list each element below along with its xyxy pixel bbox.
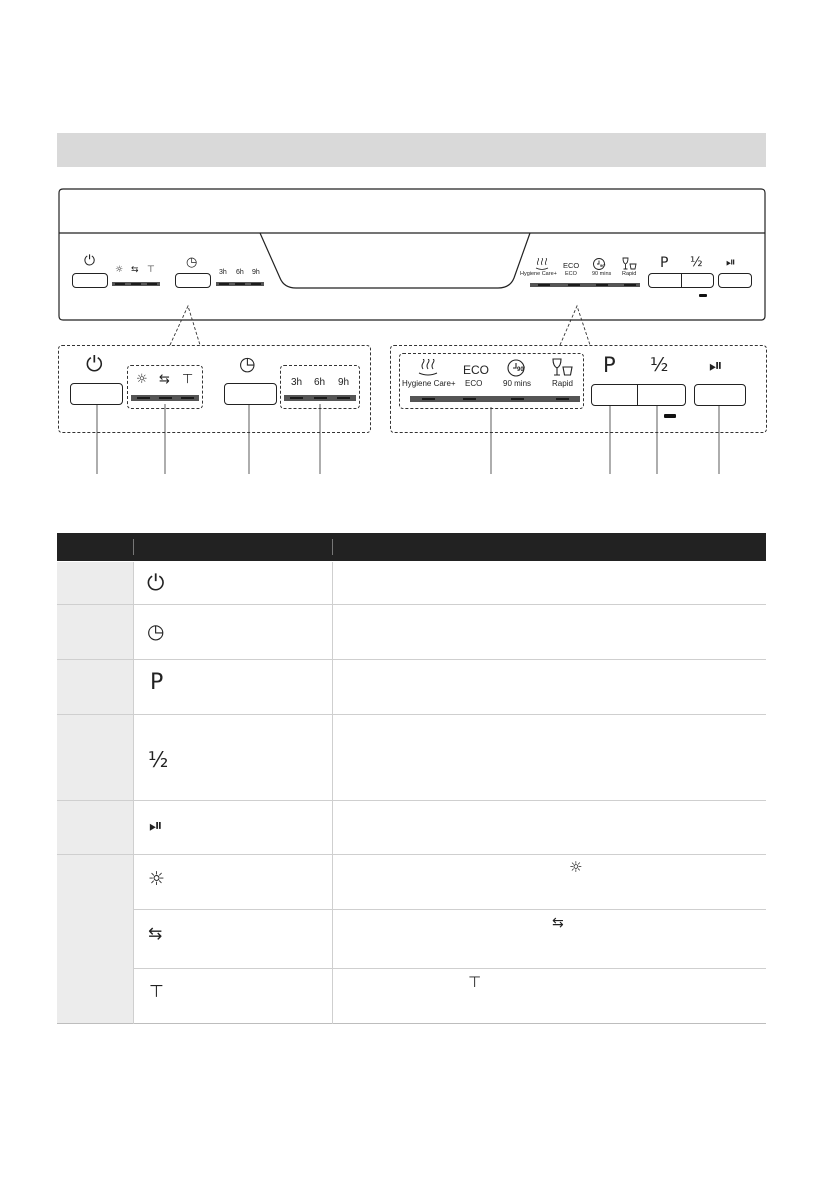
row-separator [57, 800, 766, 801]
zoom-start-pause-icon: ⏯ [709, 356, 723, 376]
zoom-program-led-bar [410, 396, 580, 402]
table-water-icon: ⊤ [149, 982, 164, 1002]
power-icon: ⏻ [84, 253, 96, 269]
table-rinse-aid-icon: ☼ [148, 868, 166, 890]
row-separator [133, 968, 766, 969]
inline-rinse-aid-icon: ☼ [569, 858, 583, 876]
delay-6h-label: 6h [236, 269, 244, 276]
zoom-ninety-label: 90 mins [503, 379, 532, 388]
ninety-icon-text: 90' [600, 263, 606, 268]
row-separator [57, 604, 766, 605]
zoom-salt-icon: ⇆ [159, 372, 170, 387]
start-pause-icon: ⏯ [726, 255, 736, 269]
ninety-label: 90 mins [592, 271, 612, 277]
zoom-delay-icon: ◷ [239, 353, 256, 375]
rinse-aid-sparkle-icon: ☼ [115, 265, 124, 275]
zoom-eco-icon-text: ECO [463, 363, 490, 377]
start-pause-button[interactable] [694, 384, 746, 406]
table-program-icon: P [150, 670, 164, 695]
eco-label: ECO [565, 271, 577, 277]
row-separator [57, 714, 766, 715]
delay-3h-label: 3h [219, 269, 227, 276]
zoom-ninety-icon-text: 90' [517, 367, 526, 373]
half-load-icon: ½ [690, 255, 703, 270]
zoom-button-divider [637, 384, 638, 406]
program-p-icon: P [660, 255, 669, 271]
table-salt-icon: ⇆ [148, 924, 163, 944]
row-separator [57, 854, 766, 855]
inline-salt-icon: ⇆ [552, 915, 564, 931]
zoom-delay-6h: 6h [314, 377, 326, 388]
zoom-water-icon: ⊤ [182, 372, 194, 387]
delay-9h-label: 9h [252, 269, 260, 276]
table-power-icon: ⏻ [147, 571, 165, 596]
row-separator [133, 909, 766, 910]
column-separator [133, 562, 134, 1024]
zoom-hygiene-icon [418, 359, 438, 376]
eco-icon-text: ECO [563, 261, 580, 270]
header-divider-2 [332, 539, 333, 555]
hygiene-label: Hygiene Care+ [520, 271, 557, 277]
zoom-hygiene-label: Hygiene Care+ [402, 379, 456, 388]
table-start-pause-icon: ⏯ [149, 816, 163, 836]
rapid-label: Rapid [622, 271, 637, 277]
delay-clock-icon: ◷ [186, 255, 198, 270]
header-divider-1 [133, 539, 134, 555]
zoom-half-load-led [664, 414, 676, 418]
table-header [57, 533, 766, 561]
zoom-delay-3h: 3h [291, 377, 303, 388]
power-button[interactable] [70, 383, 123, 405]
zoom-rinse-aid-icon: ☼ [136, 372, 148, 387]
delay-button[interactable] [224, 383, 277, 405]
zoom-program-p-icon: P [603, 353, 616, 377]
zoom-half-load-icon: ½ [650, 354, 669, 376]
zoom-delay-led-bar [284, 395, 356, 401]
zoom-delay-9h: 9h [338, 377, 350, 388]
water-tap-icon: ⊤ [147, 265, 155, 275]
zoom-rapid-label: Rapid [552, 379, 573, 388]
table-half-load-icon: ½ [148, 748, 169, 772]
zoom-status-led-bar [131, 395, 199, 401]
program-halfload-button[interactable] [591, 384, 686, 406]
zoom-rapid-icon [551, 358, 575, 378]
zoom-power-icon: ⏻ [86, 352, 103, 376]
zoom-eco-label: ECO [465, 379, 483, 388]
table-delay-icon: ◷ [147, 619, 165, 643]
inline-water-icon: ⊤ [468, 973, 482, 991]
salt-refill-icon: ⇆ [131, 265, 139, 275]
column-separator [332, 562, 333, 1024]
row-separator [57, 659, 766, 660]
table-bottom-border [57, 1023, 766, 1024]
first-column-shade [57, 562, 133, 1024]
